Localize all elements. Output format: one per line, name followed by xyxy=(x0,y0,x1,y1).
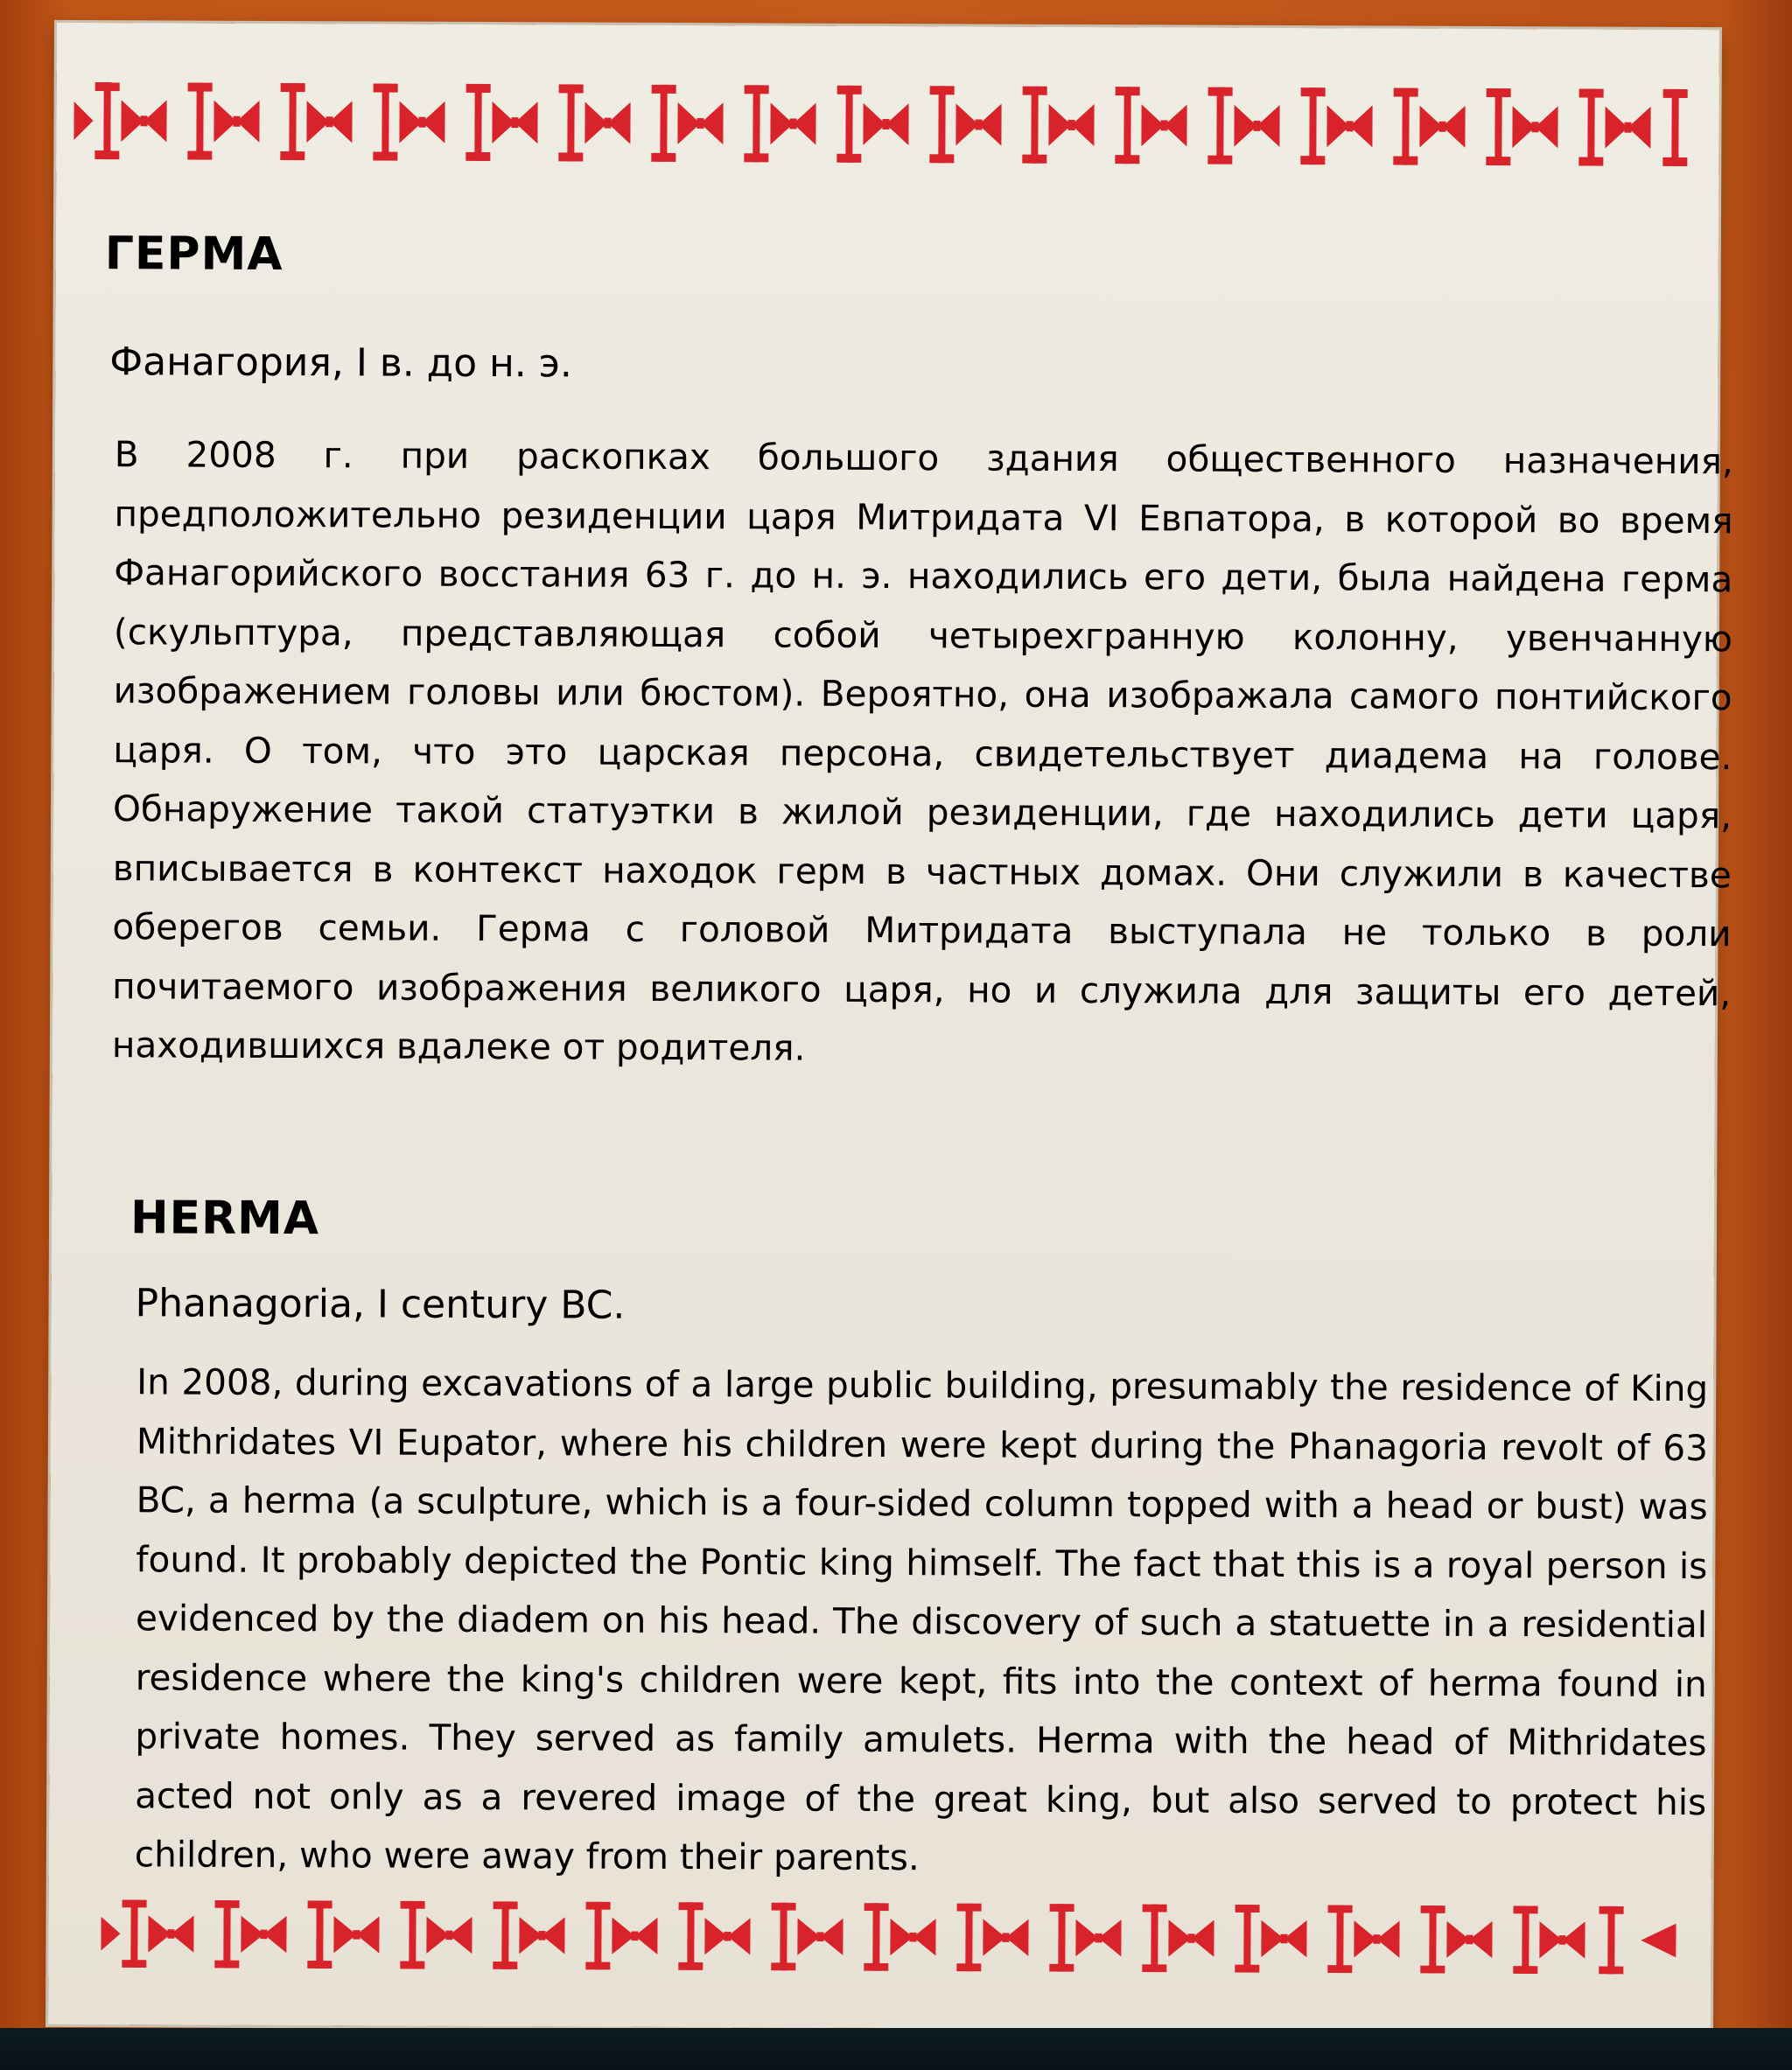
english-subtitle: Phanagoria, I century BC. xyxy=(135,1281,626,1328)
top-ornament-border xyxy=(74,77,1701,171)
english-description: In 2008, during excavations of a large public building, presumably the residence of King Mithridates VI Eupator, where his children were kept during the Phanagoria revolt of 63 BC, a herma (a sculpture, which is a four-sided column topped with a head or bust) was found. It probably depicted the Pontic king himself. The fact that this is a royal person is evidenced by the diadem on his head. The discovery of such a statuette in a residential residence where the king's children were kept, fits into the context of herma found in private homes. They served as family amulets. Herma with the head of Mithridates acted not only as a revered image of the great king, but also served to protect his children, who were away from their parents. xyxy=(134,1360,1709,1879)
russian-subtitle: Фанагория, I в. до н. э. xyxy=(109,339,573,387)
english-title: HERMA xyxy=(130,1192,320,1246)
dark-floor-strip xyxy=(0,2028,1792,2070)
russian-description: В 2008 г. при раскопках большого здания общественного назначения, предположительно резиденции царя Митридата VI Евпатора, в которой во время Фанагорийского восстания 63 г. до н. э. находились его дети, была найдена герма (скульптура, представляющая собой четырехгранную колонну, увенчанную изображением головы или бюстом). Вероятно, она изображала самого понтийского царя. О том, что это царская персона, свидетельствует диадема на голове. Обнаружение такой статуэтки в жилой резиденции, где находились дети царя, вписывается в контекст находок герм в частных домах. Они служили в качестве оберегов семьи. Герма с головой Митридата выступала не только в роли почитаемого изображения великого царя, но и служила для защиты его детей, находившихся вдалеке от родителя. xyxy=(111,433,1733,1069)
russian-title: ГЕРМА xyxy=(104,227,284,281)
bottom-ornament-border xyxy=(101,1895,1676,1979)
museum-label-plaque xyxy=(48,23,1733,2032)
